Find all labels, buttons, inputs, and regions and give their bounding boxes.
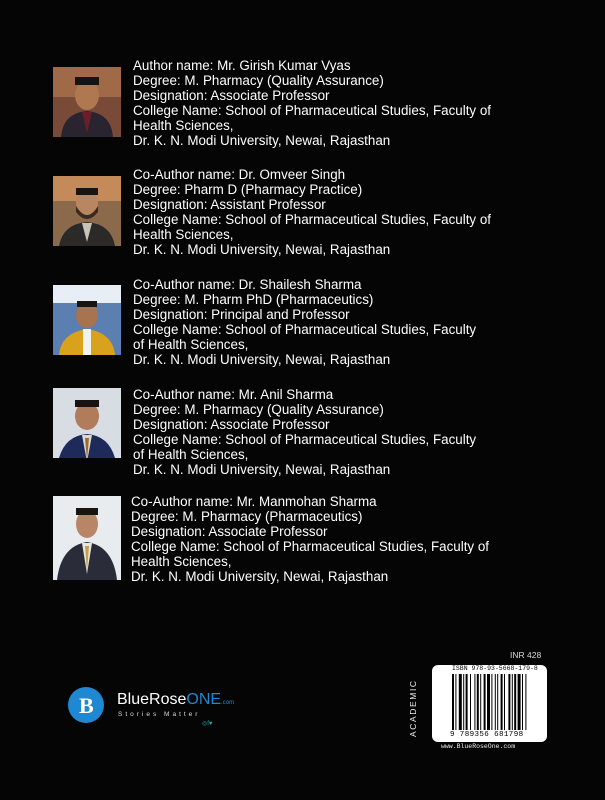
category-label: ACADEMIC: [408, 679, 418, 737]
author-college: College Name: School of Pharmaceutical Studies, Faculty of: [133, 103, 492, 118]
author-photo: [53, 176, 121, 246]
author-degree: Degree: Pharm D (Pharmacy Practice): [133, 182, 363, 197]
author-photo: [53, 285, 121, 355]
barcode-bars: [452, 674, 544, 730]
author-photo: [53, 388, 121, 458]
barcode-digits: 9 789356 681798: [450, 731, 524, 739]
author-designation: Designation: Associate Professor: [131, 524, 328, 539]
author-university: Dr. K. N. Modi University, Newai, Rajasthan: [133, 352, 391, 367]
isbn-text: ISBN 978-93-5668-179-8: [452, 665, 538, 672]
author-degree: Degree: M. Pharmacy (Pharmaceutics): [131, 509, 363, 524]
publisher-tagline: Stories Matter: [118, 711, 201, 718]
barcode-block: [418, 661, 550, 741]
author-college: College Name: School of Pharmaceutical Studies, Faculty: [133, 322, 477, 337]
author-name: Author name: Mr. Girish Kumar Vyas: [133, 58, 351, 73]
author-college: College Name: School of Pharmaceutical Studies, Faculty of: [133, 212, 492, 227]
website-url: www.BlueRoseOne.com: [441, 743, 516, 750]
social-icons: ◎f♥: [202, 721, 213, 727]
author-college: College Name: School of Pharmaceutical Studies, Faculty: [133, 432, 477, 447]
author-college: College Name: School of Pharmaceutical Studies, Faculty of: [131, 539, 490, 554]
publisher-name: BlueRoseONE.com: [117, 691, 235, 708]
author-name: Co-Author name: Dr. Shailesh Sharma: [133, 277, 362, 292]
author-degree: Degree: M. Pharm PhD (Pharmaceutics): [133, 292, 374, 307]
logo-letter: B: [79, 693, 94, 718]
author-college-cont: Health Sciences,: [133, 118, 234, 133]
author-college-cont: of Health Sciences,: [133, 337, 249, 352]
author-designation: Designation: Assistant Professor: [133, 197, 326, 212]
author-photo: [53, 496, 121, 580]
author-name: Co-Author name: Dr. Omveer Singh: [133, 167, 346, 182]
author-university: Dr. K. N. Modi University, Newai, Rajasthan: [133, 462, 391, 477]
author-degree: Degree: M. Pharmacy (Quality Assurance): [133, 73, 384, 88]
author-college-cont: of Health Sciences,: [133, 447, 249, 462]
author-photo: [53, 67, 121, 137]
author-designation: Designation: Principal and Professor: [133, 307, 350, 322]
author-university: Dr. K. N. Modi University, Newai, Rajasthan: [133, 133, 391, 148]
author-university: Dr. K. N. Modi University, Newai, Rajasthan: [131, 569, 389, 584]
author-university: Dr. K. N. Modi University, Newai, Rajasthan: [133, 242, 391, 257]
author-college-cont: Health Sciences,: [131, 554, 232, 569]
author-designation: Designation: Associate Professor: [133, 417, 330, 432]
author-degree: Degree: M. Pharmacy (Quality Assurance): [133, 402, 384, 417]
author-name: Co-Author name: Mr. Anil Sharma: [133, 387, 334, 402]
author-name: Co-Author name: Mr. Manmohan Sharma: [131, 494, 377, 509]
author-college-cont: Health Sciences,: [133, 227, 234, 242]
price-label: INR 428: [510, 650, 542, 660]
author-designation: Designation: Associate Professor: [133, 88, 330, 103]
